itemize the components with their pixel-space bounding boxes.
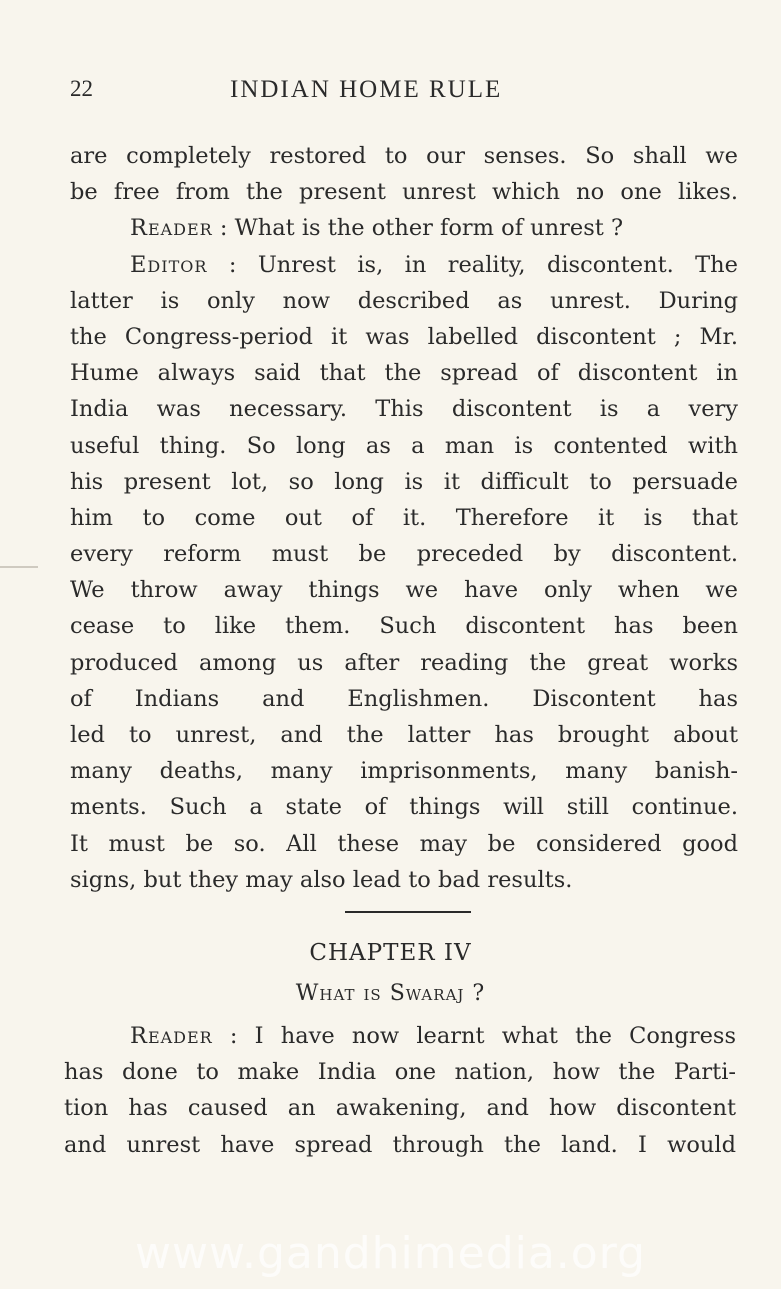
text-line: led to unrest, and the latter has brought about bbox=[70, 722, 738, 748]
text-line: the Congress-period it was labelled discontent ; Mr. bbox=[70, 323, 738, 350]
text-line: his present lot, so long is it difficult to persuade bbox=[70, 468, 738, 495]
book-title: INDIAN HOME RULE bbox=[230, 76, 503, 103]
running-head bbox=[70, 76, 740, 116]
watermark: www.gandhimedia.org bbox=[135, 1228, 646, 1279]
text-line: India was necessary. This discontent is a very bbox=[70, 396, 738, 423]
text-line: It must be so. All these may be considered good bbox=[70, 830, 738, 857]
text-line: latter is only now described as unrest. During bbox=[70, 287, 738, 314]
text-line: tion has caused an awakening, and how discontent bbox=[64, 1095, 736, 1122]
speaker-reader: Reader bbox=[130, 1023, 213, 1049]
page-number: 22 bbox=[70, 76, 93, 101]
text-line: cease to like them. Such discontent has been bbox=[70, 613, 738, 640]
reader-line bbox=[64, 1018, 736, 1054]
text-line: of Indians and Englishmen. Discontent has bbox=[70, 685, 738, 712]
text-line: produced among us after reading the great works bbox=[70, 649, 738, 676]
reader-text: : I have now learnt what the Congress bbox=[212, 1023, 736, 1049]
speaker-editor: Editor bbox=[130, 251, 208, 278]
reader-question: : What is the other form of unrest ? bbox=[212, 215, 624, 242]
text-line: We throw away things we have only when we bbox=[70, 577, 738, 604]
passage-1 bbox=[70, 138, 738, 898]
editor-reply: : Unrest is, in reality, discontent. The bbox=[207, 251, 738, 278]
text-line: ments. Such a state of things will still continue. bbox=[70, 794, 738, 821]
text-line: signs, but they may also lead to bad results. bbox=[70, 866, 573, 893]
chapter-title: CHAPTER IV bbox=[309, 940, 472, 966]
section-divider bbox=[345, 911, 471, 913]
text-line: him to come out of it. Therefore it is that bbox=[70, 504, 738, 531]
text-line: Hume always said that the spread of discontent in bbox=[70, 360, 738, 387]
text-line: every reform must be preceded by discontent. bbox=[70, 541, 738, 568]
reader-question-line bbox=[70, 210, 738, 246]
passage-2 bbox=[64, 1018, 736, 1163]
speaker-reader: Reader bbox=[130, 215, 213, 242]
margin-mark bbox=[0, 566, 38, 568]
text-line: and unrest have spread through the land. I would bbox=[64, 1131, 736, 1158]
text-line: has done to make India one nation, how the Parti- bbox=[64, 1059, 736, 1086]
text-line: be free from the present unrest which no one likes. bbox=[70, 179, 738, 206]
text-line: are completely restored to our senses. So shall we bbox=[70, 143, 738, 169]
text-line: useful thing. So long as a man is contented with bbox=[70, 432, 738, 459]
chapter-subtitle: What is Swaraj ? bbox=[295, 981, 486, 1006]
editor-reply-line bbox=[70, 247, 738, 283]
text-line: many deaths, many imprisonments, many banish- bbox=[70, 758, 738, 785]
